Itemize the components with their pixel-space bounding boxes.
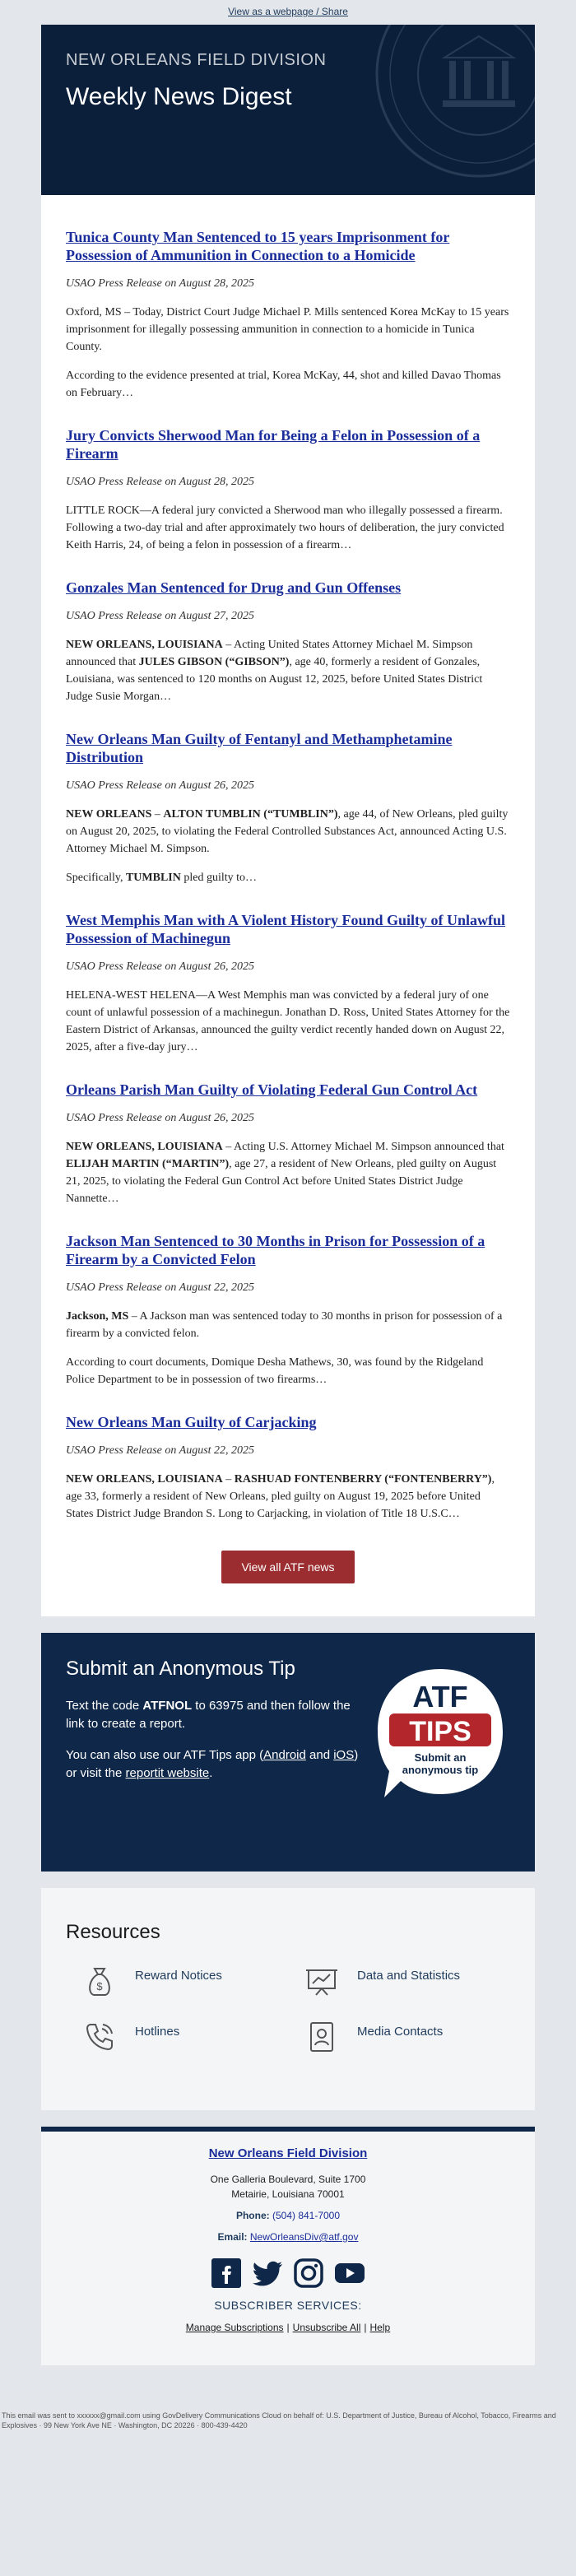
facebook-icon[interactable] bbox=[211, 2257, 242, 2289]
hero-banner bbox=[41, 25, 535, 195]
social-links bbox=[41, 2257, 535, 2289]
tip-app-text bbox=[66, 1746, 366, 1783]
instagram-icon[interactable] bbox=[293, 2257, 324, 2289]
tip-code: ATFNOL bbox=[142, 1699, 193, 1713]
news-article bbox=[66, 228, 510, 402]
news-article bbox=[66, 911, 510, 1056]
summary-text: pled guilty to… bbox=[180, 872, 258, 884]
article-headline bbox=[66, 1081, 510, 1099]
article-headline bbox=[66, 579, 510, 597]
resource-label[interactable]: Media Contacts bbox=[357, 2025, 444, 2039]
manage-subscriptions-link[interactable]: Manage Subscriptions bbox=[185, 2322, 284, 2333]
reportit-website-link[interactable]: reportit website bbox=[125, 1766, 210, 1780]
article-summary bbox=[66, 869, 510, 886]
article-summary bbox=[66, 304, 510, 356]
article-title-link[interactable]: New Orleans Man Guilty of Fentanyl and Methamphetamine Distribution bbox=[66, 731, 453, 765]
link-separator: | bbox=[286, 2322, 290, 2333]
summary-bold-text: NEW ORLEANS, LOUISIANA bbox=[66, 1473, 223, 1486]
ios-link[interactable]: iOS bbox=[333, 1748, 355, 1762]
article-title-link[interactable]: Jury Convicts Sherwood Man for Being a Felon in Possession of a Firearm bbox=[66, 427, 481, 462]
resource-label[interactable]: Hotlines bbox=[135, 2025, 180, 2039]
summary-text: Oxford, MS – Today, District Court Judge Michael P. Mills sentenced Korea McKay to 15 years imprisonment for illegally possessing ammunition in connection to a homicide in Tunica County. bbox=[66, 306, 509, 353]
article-headline bbox=[66, 1232, 510, 1268]
android-link[interactable]: Android bbox=[263, 1748, 306, 1762]
article-summary bbox=[66, 987, 510, 1056]
article-source: USAO Press Release on August 22, 2025 bbox=[66, 1281, 255, 1294]
news-article bbox=[66, 426, 510, 554]
article-summary bbox=[66, 806, 510, 858]
summary-bold-text: TUMBLIN bbox=[125, 872, 181, 884]
news-article bbox=[66, 579, 510, 705]
news-article bbox=[66, 1232, 510, 1388]
footer-address-line2: Metairie, Louisiana 70001 bbox=[231, 2188, 345, 2200]
link-separator: | bbox=[364, 2322, 367, 2333]
article-title-link[interactable]: Jackson Man Sentenced to 30 Months in Prison for Possession of a Firearm by a Convicted Felon bbox=[66, 1233, 485, 1267]
logo-sub1-text: Submit an bbox=[414, 1751, 467, 1764]
footer-email-line bbox=[41, 2230, 535, 2244]
news-article bbox=[66, 730, 510, 886]
article-summary bbox=[66, 1138, 510, 1207]
article-headline bbox=[66, 1413, 510, 1431]
view-all-news-button[interactable]: View all ATF news bbox=[221, 1551, 354, 1583]
tip-app-prefix: You can also use our ATF Tips app ( bbox=[66, 1748, 264, 1762]
footer-address-line1: One Galleria Boulevard, Suite 1700 bbox=[210, 2174, 366, 2185]
news-section bbox=[41, 195, 535, 1616]
svg-text:$: $ bbox=[96, 1980, 103, 1992]
money-bag-icon bbox=[82, 1964, 117, 1998]
article-summary bbox=[66, 1471, 510, 1523]
summary-text: LITTLE ROCK—A federal jury convicted a Sherwood man who illegally possessed a firearm. Following a two-day trial and after approximately two hours of deliberation, the jury convicted Keith Harris, 24, of being a felon in possession of a firearm… bbox=[66, 505, 504, 551]
email-link[interactable]: NewOrleansDiv@atf.gov bbox=[249, 2231, 359, 2243]
summary-text: – A Jackson man was sentenced today to 30 months in prison for possession of a firearm by a convicted felon. bbox=[66, 1310, 503, 1340]
tip-heading: Submit an Anonymous Tip bbox=[66, 1658, 295, 1680]
tip-and: and bbox=[305, 1748, 334, 1762]
footer-phone-line bbox=[41, 2208, 535, 2223]
subscriber-links bbox=[41, 2322, 535, 2333]
summary-text: – Acting U.S. Attorney Michael M. Simpson announced that bbox=[222, 1141, 504, 1153]
summary-bold-text: NEW ORLEANS, LOUISIANA bbox=[66, 639, 223, 651]
article-title-link[interactable]: Gonzales Man Sentenced for Drug and Gun Offenses bbox=[66, 579, 402, 596]
delivery-note: This email was sent to xxxxxx@gmail.com using GovDelivery Communications Cloud on behalf of: U.S. Department of Justice, Bureau of Alcohol, Tobacco, Firearms and Explosives · 99 New York Ave NE · Washington, DC 20226 · 800-439-4420 bbox=[2, 2411, 556, 2430]
email-label: Email: bbox=[217, 2231, 248, 2243]
summary-bold-text: Jackson, MS bbox=[66, 1310, 129, 1323]
article-source: USAO Press Release on August 28, 2025 bbox=[66, 476, 255, 488]
article-title-link[interactable]: Tunica County Man Sentenced to 15 years Imprisonment for Possession of Ammunition in Connection to a Homicide bbox=[66, 229, 450, 263]
footer-division-link[interactable]: New Orleans Field Division bbox=[208, 2146, 368, 2160]
summary-bold-text: JULES GIBSON (“GIBSON”) bbox=[138, 656, 290, 668]
article-summary bbox=[66, 636, 510, 705]
article-source: USAO Press Release on August 26, 2025 bbox=[66, 779, 255, 792]
article-source: USAO Press Release on August 27, 2025 bbox=[66, 610, 255, 622]
phone-label: Phone: bbox=[235, 2210, 270, 2221]
summary-text: , age 33, formerly a resident of New Orleans, pled guilty on August 19, 2025 before United States District Judge Brandon S. Long to Carjacking, in violation of Title 18 U.S.C… bbox=[66, 1473, 495, 1520]
email-container bbox=[41, 25, 535, 2365]
digest-title: Weekly News Digest bbox=[66, 83, 292, 110]
tip-text-suffix: to 63975 and then follow the link to create a report. bbox=[66, 1699, 351, 1731]
summary-bold-text: ALTON TUMBLIN (“TUMBLIN”) bbox=[163, 808, 338, 821]
article-summary bbox=[66, 1354, 510, 1388]
summary-text: – bbox=[222, 1473, 235, 1486]
article-list bbox=[66, 228, 510, 1523]
seal-watermark-icon bbox=[372, 25, 535, 181]
article-summary bbox=[66, 502, 510, 554]
resource-label[interactable]: Reward Notices bbox=[135, 1969, 222, 1983]
summary-text: According to the evidence presented at trial, Korea McKay, 44, shot and killed Davao Thomas on February… bbox=[66, 370, 501, 399]
phone-value: (504) 841-7000 bbox=[272, 2210, 341, 2221]
summary-bold-text: ELIJAH MARTIN (“MARTIN”) bbox=[66, 1158, 230, 1170]
resource-hotlines[interactable] bbox=[66, 2020, 288, 2054]
summary-text: Specifically, bbox=[66, 872, 126, 884]
twitter-icon[interactable] bbox=[252, 2257, 283, 2289]
contact-book-icon bbox=[304, 2020, 339, 2054]
unsubscribe-all-link[interactable]: Unsubscribe All bbox=[292, 2322, 361, 2333]
summary-bold-text: RASHUAD FONTENBERRY (“FONTENBERRY”) bbox=[234, 1473, 492, 1486]
subscriber-services-label: SUBSCRIBER SERVICES: bbox=[214, 2299, 362, 2312]
logo-sub2-text: anonymous tip bbox=[402, 1764, 479, 1776]
top-bar bbox=[0, 0, 576, 25]
article-headline bbox=[66, 426, 510, 463]
article-headline bbox=[66, 911, 510, 947]
tip-text-code bbox=[66, 1697, 366, 1733]
logo-tips-text: TIPS bbox=[409, 1716, 471, 1747]
summary-text: , age 44, of New Orleans, pled guilty on August 20, 2025, to violating the Federal Controlled Substances Act, announced Acting U.S. Attorney Michael M. Simpson. bbox=[66, 808, 509, 855]
article-source: USAO Press Release on August 26, 2025 bbox=[66, 1112, 255, 1124]
youtube-icon[interactable] bbox=[334, 2257, 365, 2289]
anonymous-tip-section bbox=[41, 1633, 535, 1872]
article-source: USAO Press Release on August 26, 2025 bbox=[66, 960, 255, 973]
article-headline bbox=[66, 730, 510, 766]
resource-label[interactable]: Data and Statistics bbox=[357, 1969, 461, 1983]
resources-grid bbox=[66, 1964, 510, 2054]
article-title-link[interactable]: West Memphis Man with A Violent History Found Guilty of Unlawful Possession of Machinegun bbox=[66, 912, 506, 946]
resource-data-statistics[interactable] bbox=[288, 1964, 510, 1998]
field-division-label: NEW ORLEANS FIELD DIVISION bbox=[66, 51, 327, 69]
view-as-webpage-link[interactable]: View as a webpage / Share bbox=[228, 6, 348, 17]
article-title-link[interactable]: Orleans Parish Man Guilty of Violating Federal Gun Control Act bbox=[66, 1081, 478, 1098]
summary-text: – bbox=[151, 808, 164, 821]
article-headline bbox=[66, 228, 510, 264]
summary-text: HELENA-WEST HELENA—A West Memphis man was convicted by a federal jury of one count of unlawful possession of a machinegun. Jonathan D. Ross, United States Attorney for the Eastern District of Arkansas, announced the guilty verdict recently handed down on August 22, 2025, after a five-day jury… bbox=[66, 989, 510, 1053]
tip-app-end: . bbox=[209, 1766, 213, 1780]
footer bbox=[41, 2127, 535, 2365]
summary-text: , age 40, formerly a resident of Gonzales, Louisiana, was sentenced to 120 months on August 12, 2025, before United States District Judge Susie Morgan… bbox=[66, 656, 483, 703]
summary-bold-text: NEW ORLEANS, LOUISIANA bbox=[66, 1141, 223, 1153]
article-summary bbox=[66, 1308, 510, 1342]
phone-icon bbox=[82, 2020, 117, 2054]
news-article bbox=[66, 1413, 510, 1523]
tip-app-mid: ) or visit the bbox=[66, 1748, 359, 1780]
resources-heading: Resources bbox=[66, 1921, 160, 1943]
summary-text: – Acting United States Attorney Michael M. Simpson announced that bbox=[66, 639, 473, 668]
article-title-link[interactable]: New Orleans Man Guilty of Carjacking bbox=[66, 1414, 317, 1430]
news-article bbox=[66, 1081, 510, 1207]
summary-text: , age 27, a resident of New Orleans, pled guilty on August 21, 2025, to violating the Federal Gun Control Act before United States District Judge Nannette… bbox=[66, 1158, 497, 1205]
help-link[interactable]: Help bbox=[369, 2322, 391, 2333]
resources-section bbox=[41, 1888, 535, 2110]
article-summary bbox=[66, 367, 510, 402]
news-button-wrap bbox=[66, 1547, 510, 1583]
article-source: USAO Press Release on August 28, 2025 bbox=[66, 277, 255, 290]
logo-atf-text: ATF bbox=[412, 1680, 468, 1713]
summary-bold-text: NEW ORLEANS bbox=[66, 808, 152, 821]
resource-media-contacts[interactable] bbox=[288, 2020, 510, 2054]
tip-text-prefix: Text the code bbox=[66, 1699, 143, 1713]
atf-tips-logo-icon[interactable] bbox=[374, 1666, 506, 1806]
article-source: USAO Press Release on August 22, 2025 bbox=[66, 1444, 255, 1457]
summary-text: According to court documents, Domique Desha Mathews, 30, was found by the Ridgeland Police Department to be in possession of two firearms… bbox=[66, 1356, 484, 1386]
presentation-chart-icon bbox=[304, 1964, 339, 1998]
resource-reward-notices[interactable] bbox=[66, 1964, 288, 1998]
